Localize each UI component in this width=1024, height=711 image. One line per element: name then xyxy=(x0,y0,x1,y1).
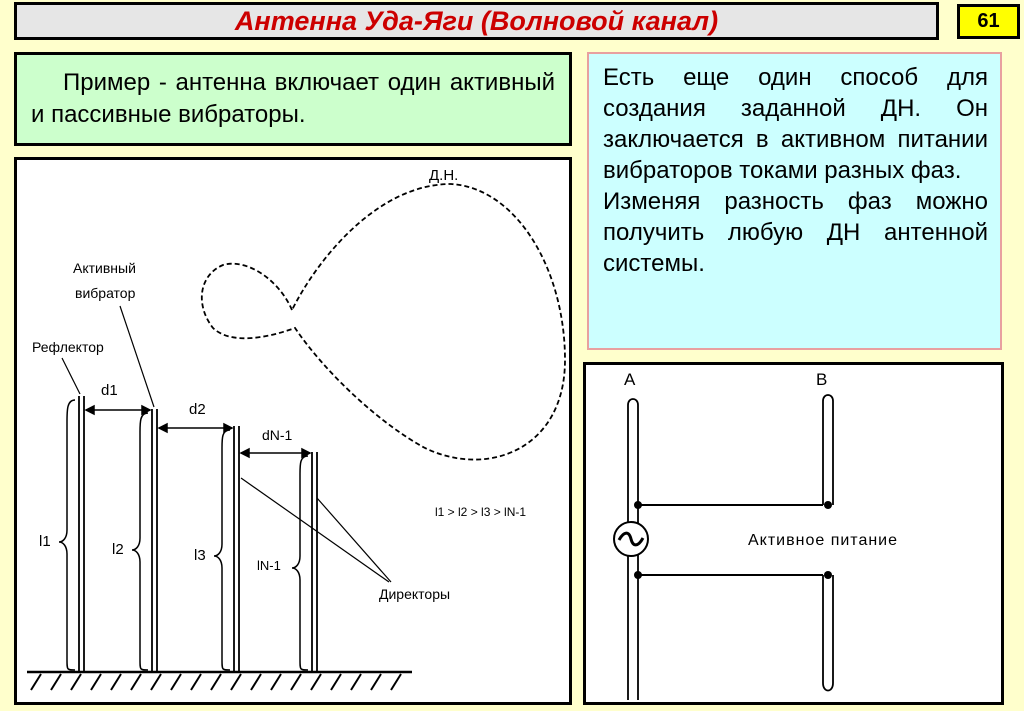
director-element-1 xyxy=(234,426,239,672)
reflector-element xyxy=(79,396,84,672)
junction-dot-a-bottom xyxy=(634,571,642,579)
reflector-label: Рефлектор xyxy=(32,339,104,355)
junction-dot-b-top xyxy=(824,501,832,509)
directors-label: Директоры xyxy=(379,586,451,602)
label-d2: d2 xyxy=(189,401,206,418)
junction-dot-a-top xyxy=(634,501,642,509)
label-d1: d1 xyxy=(101,382,118,399)
active-feed-label: Активное питание xyxy=(748,532,899,549)
title-bar xyxy=(14,2,939,40)
label-l1: l1 xyxy=(39,533,51,550)
director-element-n xyxy=(312,452,317,672)
label-b: B xyxy=(816,370,828,389)
brace-l3 xyxy=(214,430,230,670)
label-l2: l2 xyxy=(112,541,124,558)
active-vibrator-label-1: Активный xyxy=(73,260,136,276)
intro-text: Пример - антенна включает один активный и пассивные вибраторы. xyxy=(31,69,555,128)
pattern-label: Д.Н. xyxy=(429,167,459,184)
slide-number: 61 xyxy=(977,10,1000,32)
slide-number-badge xyxy=(957,4,1020,39)
reflector-leader xyxy=(62,358,80,394)
feed-svg xyxy=(586,365,1001,702)
active-vibrator-leader xyxy=(120,306,154,407)
intro-text-box xyxy=(14,52,572,146)
length-inequality: l1 > l2 > l3 > lN-1 xyxy=(435,505,527,519)
ground-hatching xyxy=(31,674,401,690)
brace-l2 xyxy=(132,413,148,670)
spacing-dn1 xyxy=(241,449,310,457)
brace-l1 xyxy=(59,400,75,670)
label-l3: l3 xyxy=(194,547,206,564)
label-dn1: dN-1 xyxy=(262,427,293,443)
yagi-svg xyxy=(17,160,569,702)
radiation-pattern xyxy=(202,184,565,460)
page-title: Антенна Уда-Яги (Волновой канал) xyxy=(234,5,719,36)
active-feed-diagram xyxy=(583,362,1004,705)
label-a: A xyxy=(624,370,636,389)
brace-ln1 xyxy=(292,456,308,670)
spacing-d2 xyxy=(159,424,232,432)
explanation-paragraph-1: Есть еще один способ для создания заданной ДН. Он заключается в активном питании вибраторов токами разных фаз. xyxy=(603,64,988,184)
directors-leader-2 xyxy=(317,498,391,582)
yagi-antenna-diagram xyxy=(14,157,572,705)
junction-dot-b-bottom xyxy=(824,571,832,579)
spacing-d1 xyxy=(86,406,150,414)
active-vibrator-label-2: вибратор xyxy=(75,285,136,301)
label-ln1: lN-1 xyxy=(257,558,281,573)
active-vibrator-element xyxy=(152,409,157,672)
explanation-box xyxy=(587,52,1002,350)
explanation-paragraph-2: Изменяя разность фаз можно получить любую ДН антенной системы. xyxy=(603,188,988,277)
